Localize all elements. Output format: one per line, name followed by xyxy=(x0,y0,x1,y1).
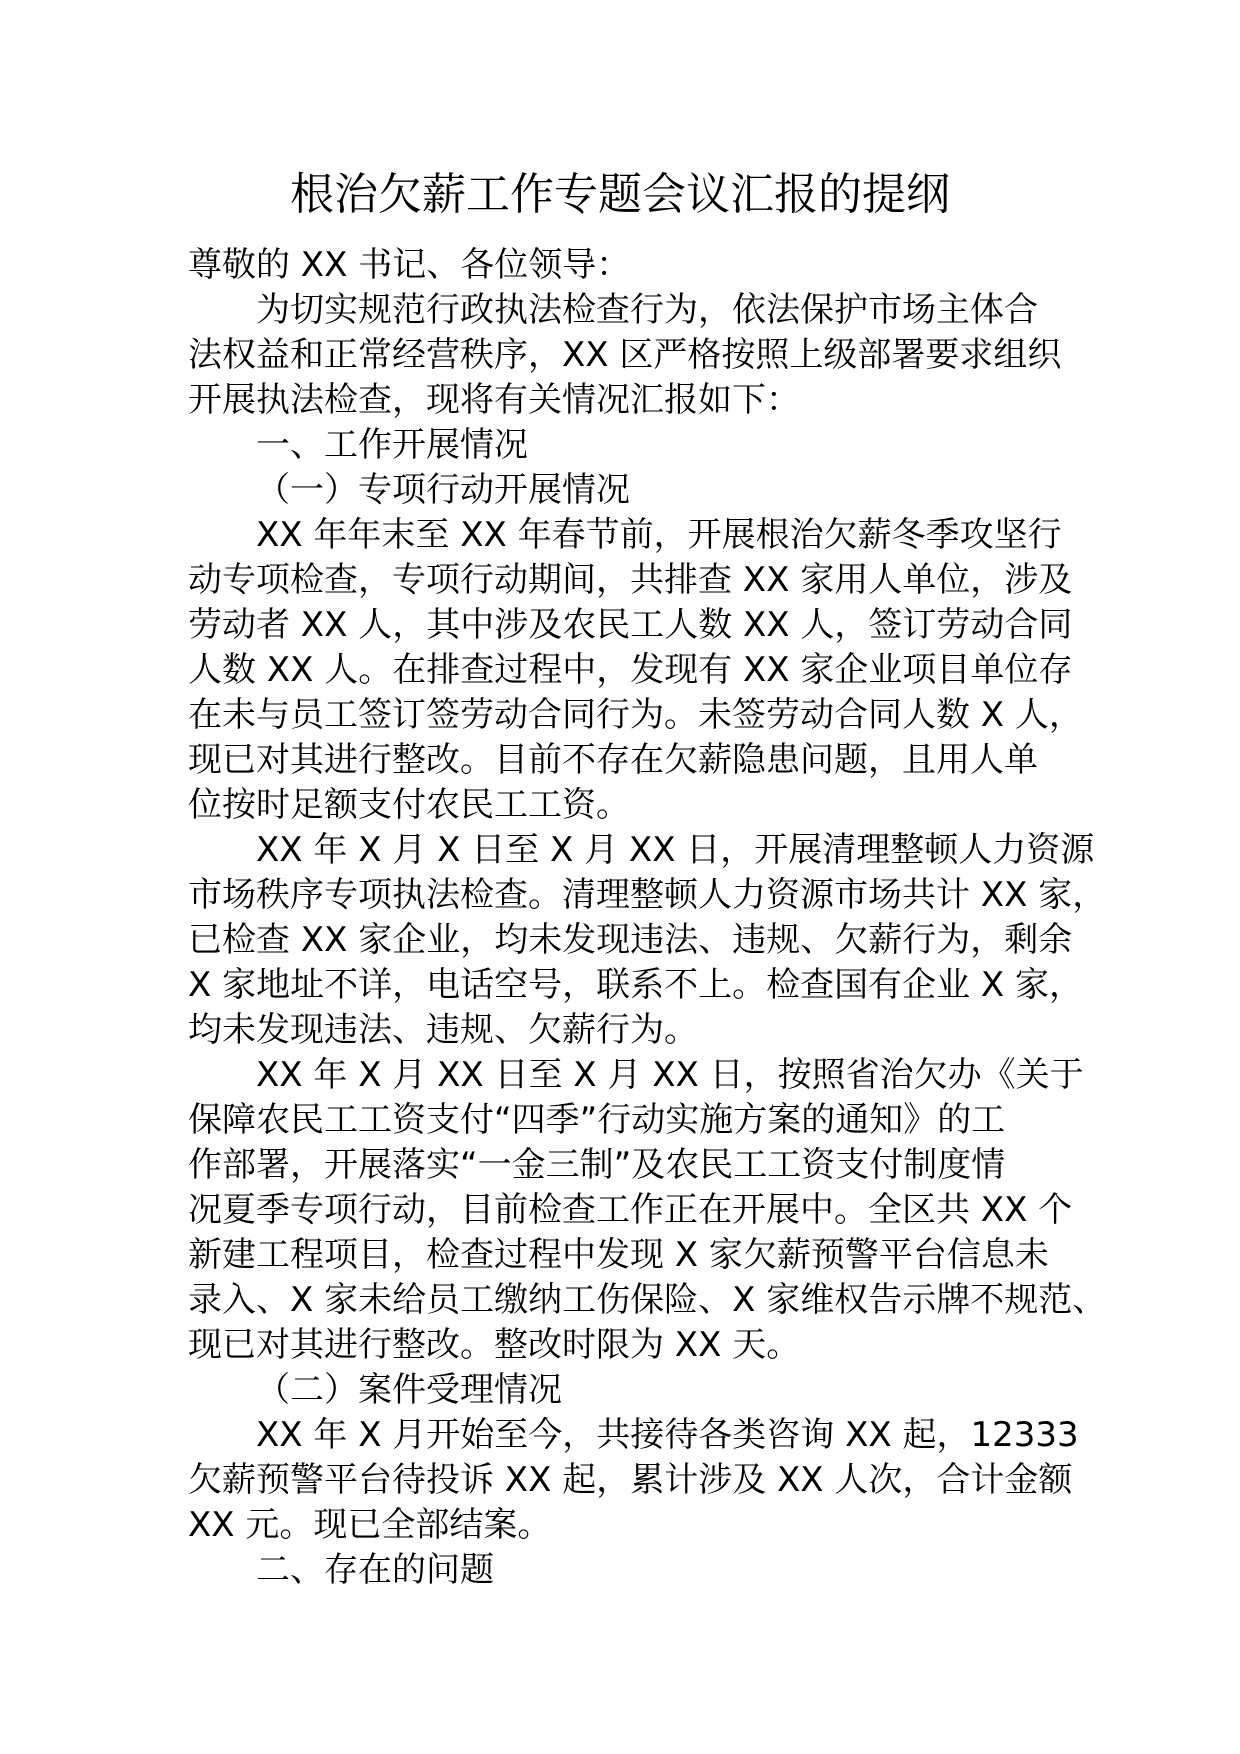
paragraph-line: 在未与员工签订签劳动合同行为。未签劳动合同人数 X 人， xyxy=(188,695,1083,735)
paragraph-line: 劳动者 XX 人，其中涉及农民工人数 XX 人，签订劳动合同 xyxy=(188,605,1073,645)
paragraph-line: 人数 XX 人。在排查过程中，发现有 XX 家企业项目单位存 xyxy=(188,650,1073,690)
document-title: 根治欠薪工作专题会议汇报的提纲 xyxy=(290,169,950,220)
paragraph-line: XX 元。现已全部结案。 xyxy=(188,1505,552,1545)
paragraph-line: 保障农民工工资支付“四季”行动实施方案的通知》的工 xyxy=(188,1100,1006,1140)
paragraph-line: XX 年 X 月开始至今，共接待各类咨询 XX 起，12333 xyxy=(256,1415,1079,1455)
paragraph-line: 新建工程项目，检查过程中发现 X 家欠薪预警平台信息未 xyxy=(188,1235,1049,1275)
document-body xyxy=(188,243,1108,1593)
paragraph-line: 位按时足额支付农民工工资。 xyxy=(188,785,630,825)
subsection-heading: （一）专项行动开展情况 xyxy=(256,470,630,510)
subsection-heading: （二）案件受理情况 xyxy=(256,1370,562,1410)
paragraph-line: XX 年 X 月 XX 日至 X 月 XX 日，按照省治欠办《关于 xyxy=(256,1055,1084,1095)
paragraph-line: 作部署，开展落实“一金三制”及农民工工资支付制度情 xyxy=(188,1145,1006,1185)
salutation: 尊敬的 XX 书记、各位领导： xyxy=(188,245,631,285)
paragraph-line: 况夏季专项行动，目前检查工作正在开展中。全区共 XX 个 xyxy=(188,1190,1073,1230)
paragraph-line: XX 年年末至 XX 年春节前，开展根治欠薪冬季攻坚行 xyxy=(256,515,1062,555)
paragraph-line: 现已对其进行整改。目前不存在欠薪隐患问题，且用人单 xyxy=(188,740,1038,780)
section-heading: 一、工作开展情况 xyxy=(256,425,528,465)
paragraph-line: 为切实规范行政执法检查行为，依法保护市场主体合 xyxy=(256,290,1038,330)
paragraph-line: 欠薪预警平台待投诉 XX 起，累计涉及 XX 人次，合计金额 xyxy=(188,1460,1073,1500)
paragraph-line: 录入、X 家未给员工缴纳工伤保险、X 家维权告示牌不规范、 xyxy=(188,1280,1107,1320)
section-heading: 二、存在的问题 xyxy=(256,1550,494,1590)
paragraph-line: 动专项检查，专项行动期间，共排查 XX 家用人单位，涉及 xyxy=(188,560,1073,600)
paragraph-line: 开展执法检查，现将有关情况汇报如下： xyxy=(188,380,800,420)
paragraph-line: 市场秩序专项执法检查。清理整顿人力资源市场共计 XX 家， xyxy=(188,875,1107,915)
paragraph-line: 已检查 XX 家企业，均未发现违法、违规、欠薪行为，剩余 xyxy=(188,920,1073,960)
paragraph-line: 均未发现违法、违规、欠薪行为。 xyxy=(188,1010,698,1050)
paragraph-line: 现已对其进行整改。整改时限为 XX 天。 xyxy=(188,1325,801,1365)
paragraph-line: XX 年 X 月 X 日至 X 月 XX 日，开展清理整顿人力资源 xyxy=(256,830,1095,870)
paragraph-line: X 家地址不详，电话空号，联系不上。检查国有企业 X 家， xyxy=(188,965,1084,1005)
paragraph-line: 法权益和正常经营秩序，XX 区严格按照上级部署要求组织 xyxy=(188,335,1062,375)
